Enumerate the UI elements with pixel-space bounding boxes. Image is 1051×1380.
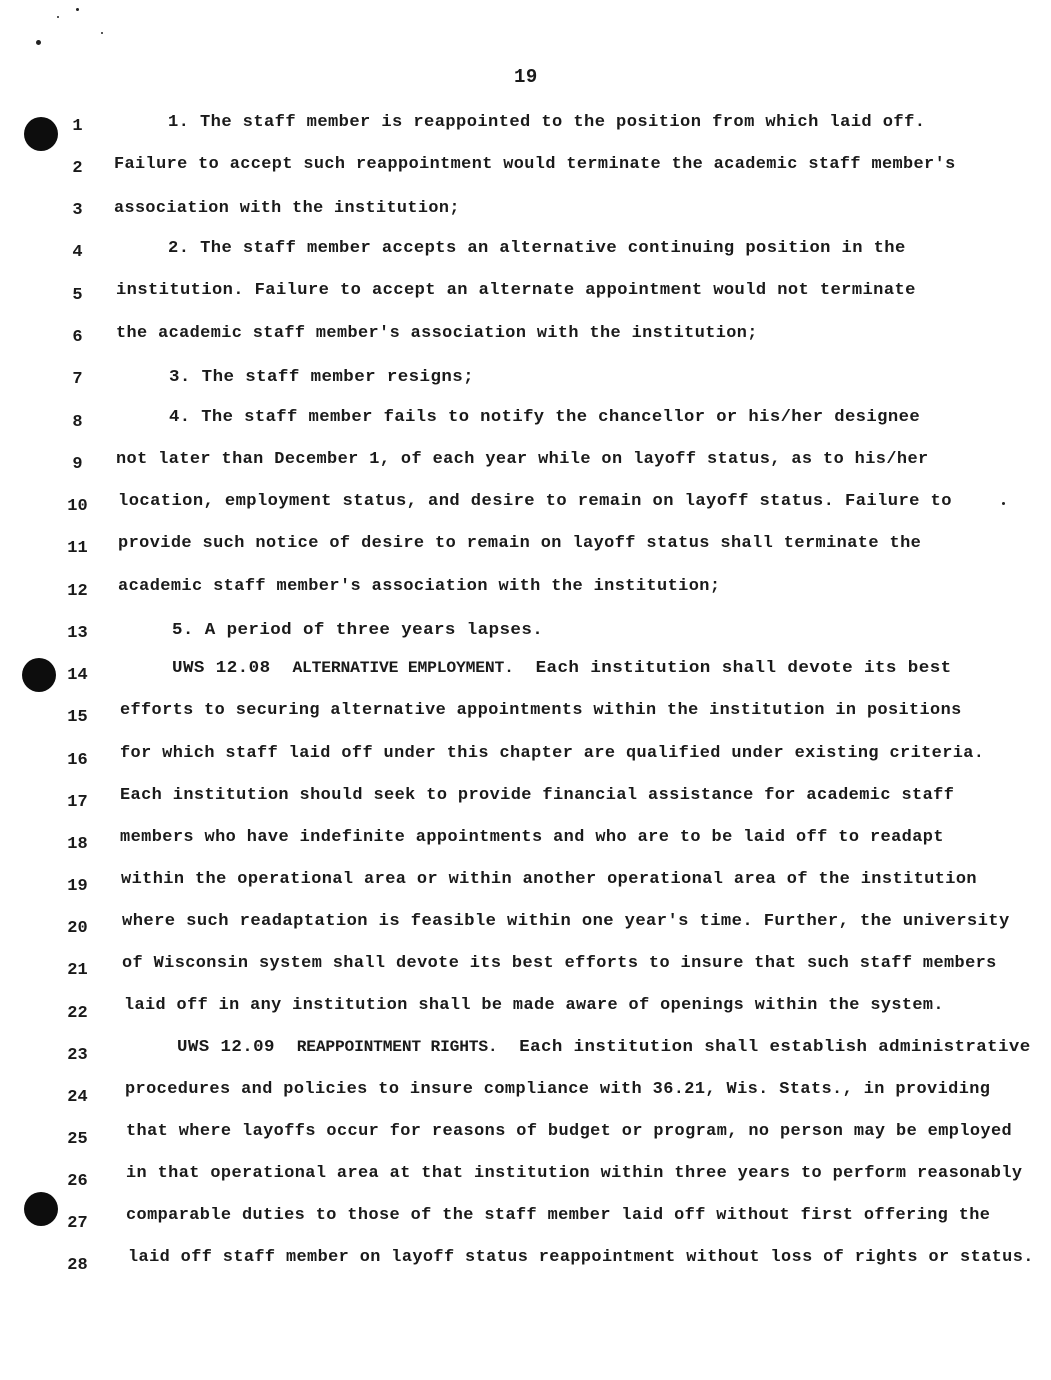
text-line: procedures and policies to insure compliance with 36.21, Wis. Stats., in providing (125, 1079, 991, 1098)
line-number: 6 (72, 328, 83, 347)
line-number: 11 (67, 539, 88, 558)
text-line: for which staff laid off under this chapter are qualified under existing criteria. (120, 743, 985, 762)
text-line (172, 658, 952, 677)
text-line: 1. The staff member is reappointed to the position from which laid off. (168, 112, 926, 131)
line-number: 16 (67, 751, 88, 770)
line-number: 9 (72, 455, 83, 474)
line-number: 8 (72, 413, 83, 432)
line-number: 10 (67, 497, 88, 516)
line-number: 22 (67, 1004, 88, 1023)
line-number: 2 (72, 159, 83, 178)
line-number: 12 (67, 582, 88, 601)
text-line: laid off in any institution shall be made aware of openings within the system. (124, 995, 944, 1014)
line-number: 14 (67, 666, 88, 685)
scan-speck (76, 8, 79, 11)
text-line: where such readaptation is feasible within one year's time. Further, the university (122, 911, 1010, 930)
text-line: Each institution should seek to provide financial assistance for academic staff (120, 785, 955, 804)
line-number: 19 (67, 877, 88, 896)
line-number: 18 (67, 835, 88, 854)
text-line: the academic staff member's association with the institution; (116, 323, 758, 342)
text-line: laid off staff member on layoff status reappointment without loss of rights or status. (128, 1247, 1034, 1266)
line-number: 1 (72, 117, 83, 136)
line-number: 20 (67, 919, 88, 938)
text-line: location, employment status, and desire to remain on layoff status. Failure to (118, 491, 952, 510)
text-line: in that operational area at that institution within three years to perform reasonably (126, 1163, 1023, 1182)
text-line: efforts to securing alternative appointments within the institution in positions (120, 700, 962, 719)
text-line: comparable duties to those of the staff member laid off without first offering the (126, 1205, 991, 1224)
line-number: 27 (67, 1214, 88, 1233)
text-line: within the operational area or within another operational area of the institution (121, 869, 977, 888)
section-text: Each institution shall establish administrative (519, 1037, 1031, 1056)
text-line: members who have indefinite appointments and who are to be laid off to readapt (120, 827, 944, 846)
text-line: that where layoffs occur for reasons of budget or program, no person may be employed (126, 1121, 1013, 1140)
text-line: academic staff member's association with the institution; (118, 576, 721, 595)
text-line: not later than December 1, of each year while on layoff status, as to his/her (116, 449, 929, 468)
text-line: 2. The staff member accepts an alternative continuing position in the (168, 238, 906, 257)
line-number: 28 (67, 1256, 88, 1275)
section-number: UWS 12.08 (172, 658, 271, 677)
text-line: institution. Failure to accept an alternate appointment would not terminate (116, 280, 916, 299)
line-number: 23 (67, 1046, 88, 1065)
section-number: UWS 12.09 (177, 1037, 275, 1056)
punch-hole-bottom (24, 1192, 58, 1226)
scan-speck (36, 40, 41, 45)
scan-speck (57, 16, 59, 18)
line-number: 3 (72, 201, 83, 220)
line-number: 24 (67, 1088, 88, 1107)
line-number: 7 (72, 370, 83, 389)
page-number: 19 (514, 66, 538, 88)
text-line: provide such notice of desire to remain on layoff status shall terminate the (118, 533, 922, 552)
line-number: 5 (72, 286, 83, 305)
section-heading: ALTERNATIVE EMPLOYMENT. (292, 659, 514, 677)
scan-speck (1002, 502, 1005, 505)
text-line (177, 1037, 1031, 1056)
text-line: 3. The staff member resigns; (169, 367, 475, 386)
line-number: 15 (67, 708, 88, 727)
line-number: 21 (67, 961, 88, 980)
line-number: 4 (72, 243, 83, 262)
text-line: Failure to accept such reappointment would terminate the academic staff member's (114, 154, 956, 173)
punch-hole-top (24, 117, 58, 151)
scan-speck (101, 32, 103, 34)
line-number: 17 (67, 793, 88, 812)
text-line: association with the institution; (114, 198, 460, 217)
text-line: 5. A period of three years lapses. (172, 620, 544, 639)
section-heading: REAPPOINTMENT RIGHTS. (296, 1038, 498, 1056)
text-line: of Wisconsin system shall devote its best efforts to insure that such staff members (122, 953, 997, 972)
line-number: 25 (67, 1130, 88, 1149)
section-text: Each institution shall devote its best (535, 658, 952, 677)
text-line: 4. The staff member fails to notify the chancellor or his/her designee (169, 407, 921, 426)
line-number: 26 (67, 1172, 88, 1191)
line-number: 13 (67, 624, 88, 643)
punch-hole-middle (22, 658, 56, 692)
